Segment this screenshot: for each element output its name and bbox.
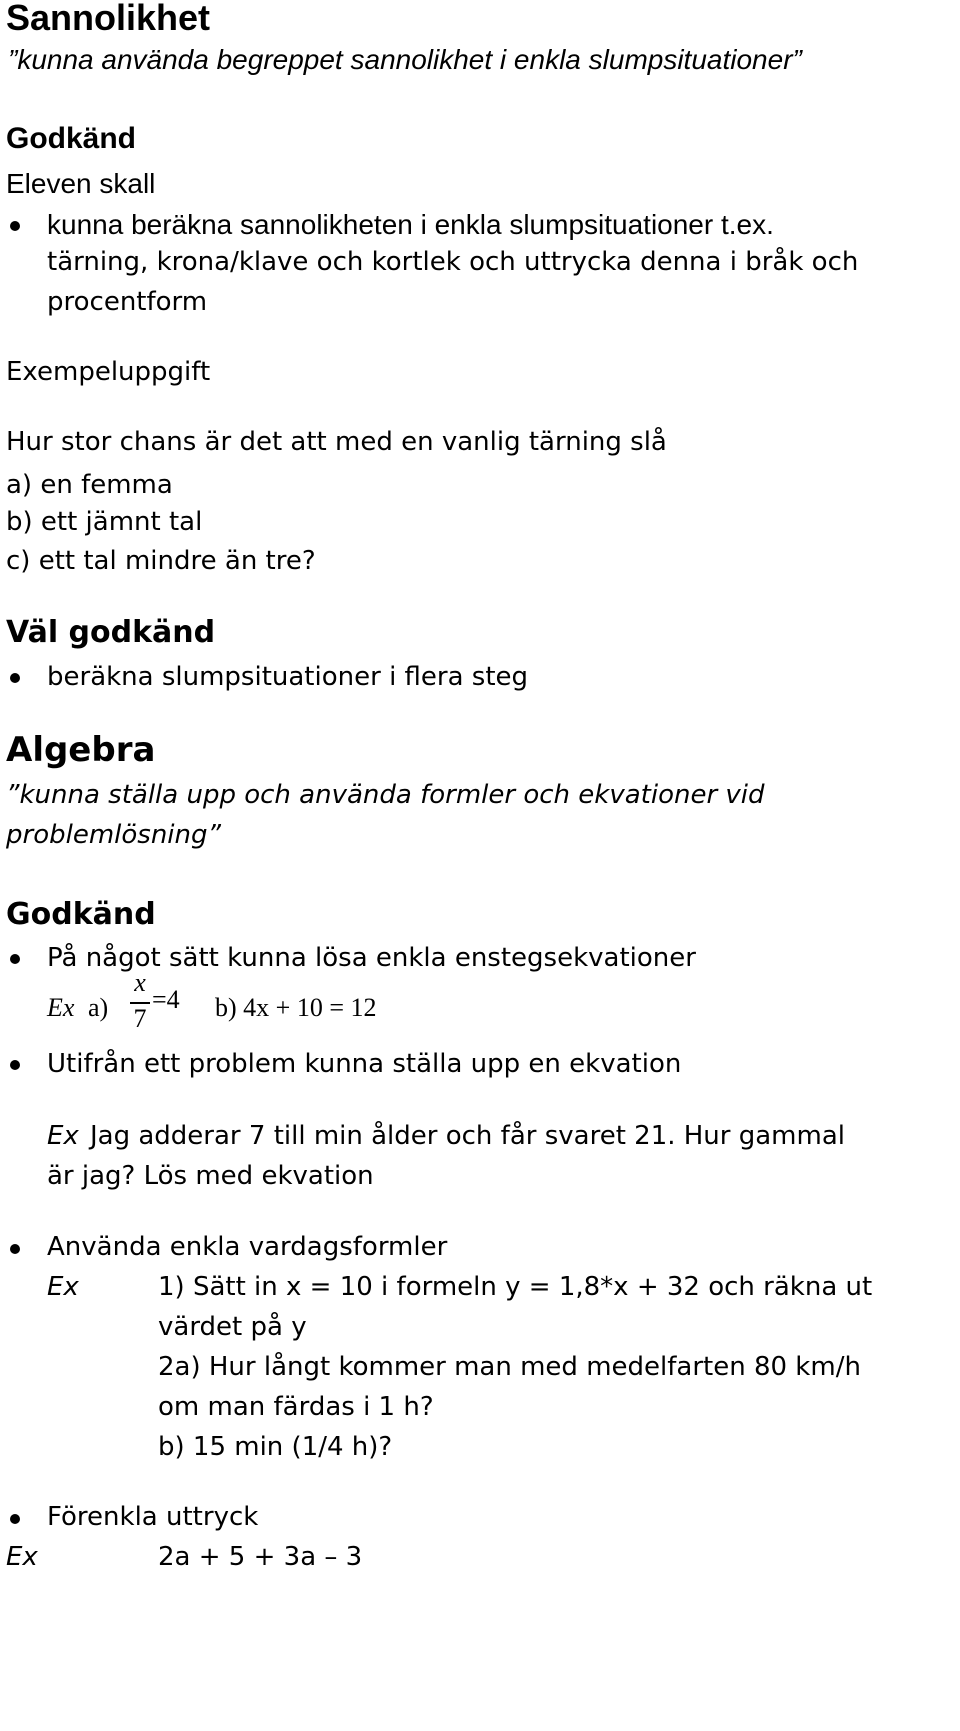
- example-text: 2a) Hur långt kommer man med medelfarten 80 km/h: [158, 1352, 861, 1382]
- section-goal: ”kunna använda begreppet sannolikhet i enkla slumpsituationer”: [8, 44, 802, 75]
- equation-a-rhs: =4: [152, 985, 180, 1014]
- ex-label: Ex: [47, 1121, 79, 1151]
- fraction-numerator: x: [134, 968, 146, 997]
- val-godkand-heading: Väl godkänd: [6, 615, 216, 650]
- ex-label: Ex: [47, 1272, 79, 1302]
- bullet-text: Förenkla uttryck: [47, 1502, 259, 1532]
- bullet-icon: [10, 1514, 20, 1524]
- option-b: b) ett jämnt tal: [6, 507, 203, 537]
- bullet-text: tärning, krona/klave och kortlek och uttrycka denna i bråk och: [47, 247, 859, 277]
- godkand-heading: Godkänd: [6, 122, 137, 155]
- bullet-icon: [10, 221, 20, 231]
- section-title-algebra: Algebra: [6, 730, 156, 770]
- example-text: Jag adderar 7 till min ålder och får svaret 21. Hur gammal: [90, 1121, 845, 1151]
- bullet-icon: [10, 673, 20, 683]
- bullet-text: beräkna slumpsituationer i flera steg: [47, 662, 529, 692]
- example-text: 2a + 5 + 3a – 3: [158, 1542, 363, 1572]
- example-text: värdet på y: [158, 1312, 307, 1342]
- bullet-text: Använda enkla vardagsformler: [47, 1232, 448, 1262]
- section-goal: ”kunna ställa upp och använda formler och ekvationer vid: [6, 780, 765, 810]
- ex-label: Ex: [47, 993, 75, 1022]
- intro-text: Eleven skall: [6, 168, 156, 199]
- bullet-text: Utifrån ett problem kunna ställa upp en ekvation: [47, 1049, 682, 1079]
- bullet-icon: [10, 1060, 20, 1070]
- section-goal: problemlösning”: [6, 820, 221, 850]
- example-text: 1) Sätt in x = 10 i formeln y = 1,8*x + 32 och räkna ut: [158, 1272, 873, 1302]
- option-a: a) en femma: [6, 470, 173, 500]
- godkand-heading: Godkänd: [6, 897, 156, 932]
- bullet-icon: [10, 954, 20, 964]
- fraction-denominator: 7: [133, 1004, 147, 1033]
- example-text: b) 15 min (1/4 h)?: [158, 1432, 393, 1462]
- equation-b: b) 4x + 10 = 12: [215, 993, 377, 1022]
- bullet-icon: [10, 1244, 20, 1254]
- ex-label: Ex: [6, 1542, 38, 1572]
- example-question: Hur stor chans är det att med en vanlig tärning slå: [6, 427, 667, 457]
- section-title-sannolikhet: Sannolikhet: [6, 0, 211, 38]
- ex-a-label: a): [88, 993, 109, 1022]
- example-text: är jag? Lös med ekvation: [47, 1161, 374, 1191]
- bullet-text: kunna beräkna sannolikheten i enkla slumpsituationer t.ex.: [47, 209, 774, 240]
- example-text: om man färdas i 1 h?: [158, 1392, 434, 1422]
- option-c: c) ett tal mindre än tre?: [6, 546, 316, 576]
- bullet-text: På något sätt kunna lösa enkla enstegsekvationer: [47, 943, 696, 973]
- bullet-text: procentform: [47, 287, 208, 317]
- example-label: Exempeluppgift: [6, 357, 211, 387]
